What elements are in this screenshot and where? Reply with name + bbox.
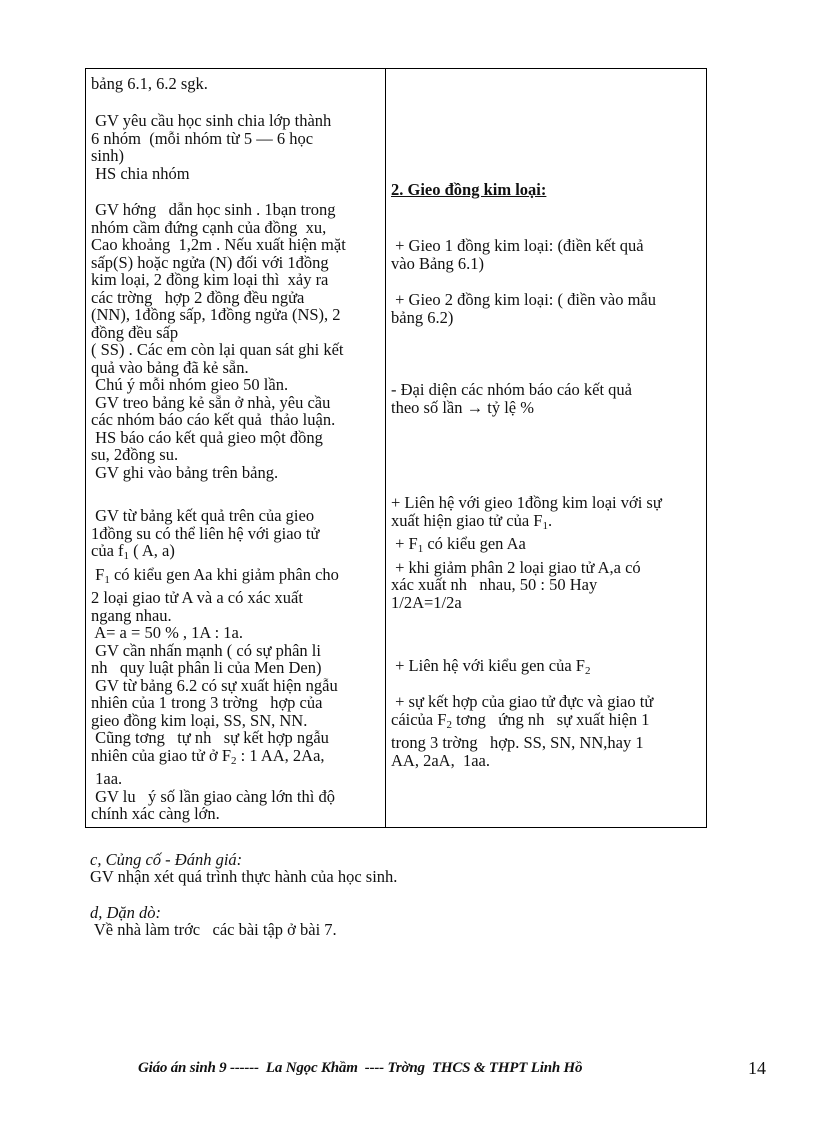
text-line: nhiên của 1 trong 3 trờng hợp của xyxy=(91,693,323,712)
text-line: các trờng hợp 2 đồng đều ngửa xyxy=(91,287,305,307)
text-line: trong 3 trờng hợp. SS, SN, NN,hay 1 xyxy=(391,733,644,752)
left-block-1 xyxy=(91,75,208,93)
left-block-3 xyxy=(91,201,346,481)
text-line: + Gieo 1 đồng kim loại: (điền kết quả xyxy=(391,236,644,255)
right-block-6 xyxy=(391,693,653,769)
page-footer: Giáo án sinh 9 ------ La Ngọc Khầm ---- Trờng THCS & THPT Linh Hồ xyxy=(138,1060,583,1076)
text-line: bảng 6.2) xyxy=(391,307,454,327)
text-line: (NN), 1đồng sấp, 1đồng ngửa (NS), 2 xyxy=(91,305,341,324)
text-line: đồng đều sấp xyxy=(91,322,179,342)
text-line: A= a = 50 % , 1A : 1a. xyxy=(91,623,243,642)
text-line: GV từ bảng kết quả trên của gieo xyxy=(91,506,315,525)
text-line: Chú ý mỗi nhóm gieo 50 lần. xyxy=(91,375,289,394)
right-block-3 xyxy=(391,381,632,416)
text-line: $F_1$ có kiểu gen Aa khi giảm phân cho xyxy=(91,564,339,586)
text-line: Cũng tơng tự nh sự kết hợp ngẫu xyxy=(91,728,329,747)
text-line: HS chia nhóm xyxy=(91,163,190,183)
text-line: - Đại diện các nhóm báo cáo kết quả xyxy=(391,380,632,399)
text-line: HS báo cáo kết quả gieo một đồng xyxy=(91,427,323,447)
right-block-1 xyxy=(391,237,644,272)
text-line: su, 2đồng su. xyxy=(91,445,179,464)
text-line: ngang nhau. xyxy=(91,605,172,625)
consolidation-text: GV nhận xét quá trình thực hành của học sinh. xyxy=(90,867,398,886)
text-line: GV lu ý số lần giao càng lớn thì độ xyxy=(91,786,335,806)
lesson-table xyxy=(85,68,707,828)
text-line: 6 nhóm (mỗi nhóm từ 5 — 6 học xyxy=(91,128,314,148)
text-line: AA, 2aA, 1aa. xyxy=(391,750,490,770)
text-line: xác xuất nh nhau, 50 : 50 Hay xyxy=(391,575,598,594)
text-line: 2. Gieo đồng kim loại: xyxy=(391,180,547,199)
right-block-4 xyxy=(391,494,662,611)
text-line: GV cần nhấn mạnh ( có sự phân li xyxy=(91,640,321,660)
text-line: 2 loại giao tử A và a có xác xuất xyxy=(91,588,303,607)
text-line: 1aa. xyxy=(91,769,123,788)
text-line: 1/2A=1/2a xyxy=(391,592,462,612)
text-line: bảng 6.1, 6.2 sgk. xyxy=(91,74,208,93)
right-block-5 xyxy=(391,657,590,681)
text-line: vào Bảng 6.1) xyxy=(391,253,485,273)
text-line: của $f_1$ ( A, a) xyxy=(91,541,175,562)
text-line: GV ghi vào bảng trên bảng. xyxy=(91,462,279,482)
consolidation-heading: c, Củng cố - Đánh giá: xyxy=(90,850,243,869)
text-line: GV từ bảng 6.2 có sự xuất hiện ngẫu xyxy=(91,675,338,695)
homework-text: Về nhà làm trớc các bài tập ở bài 7. xyxy=(90,920,337,939)
left-block-4 xyxy=(91,507,339,823)
text-line: sấp(S) hoặc ngửa (N) đối với 1đồng xyxy=(91,252,329,272)
left-block-2 xyxy=(91,112,331,182)
text-line: 1đồng su có thể liên hệ với giao tử xyxy=(91,523,320,543)
text-line: các nhóm báo cáo kết quả thảo luận. xyxy=(91,410,336,429)
text-line: nh quy luật phân li của Men Den) xyxy=(91,658,322,677)
text-line: nhiên của giao tử ở $F_2$ : 1 AA, 2Aa, xyxy=(91,745,325,767)
text-line: + Liên hệ với gieo 1đồng kim loại với sự xyxy=(391,493,662,512)
text-line: chính xác càng lớn. xyxy=(91,804,220,823)
text-line: GV yêu cầu học sinh chia lớp thành xyxy=(91,111,332,130)
text-line: + sự kết hợp của giao tử đực và giao tử xyxy=(391,692,654,711)
text-line: gieo đồng kim loại, SS, SN, NN. xyxy=(91,710,308,730)
text-line: sinh) xyxy=(91,146,124,165)
section-heading xyxy=(391,181,546,199)
text-line: + khi giảm phân 2 loại giao tử A,a có xyxy=(391,557,641,577)
text-line: xuất hiện giao tử của $F_1$. xyxy=(391,510,553,532)
text-line: GV hớng dẫn học sinh . 1bạn trong xyxy=(91,200,336,219)
text-line: + Liên hệ với kiểu gen của $F_2$ xyxy=(391,656,591,677)
text-line: ( SS) . Các em còn lại quan sát ghi kết xyxy=(91,340,344,359)
homework-heading: d, Dặn dò: xyxy=(90,903,162,922)
text-line: theo số lần → tỷ lệ % xyxy=(391,397,534,417)
text-line: nhóm cầm đứng cạnh của đồng xu, xyxy=(91,217,327,237)
text-line: GV treo bảng kẻ sẵn ở nhà, yêu cầu xyxy=(91,392,331,412)
text-line: + $F_1$ có kiểu gen Aa xyxy=(391,534,526,555)
text-line: + Gieo 2 đồng kim loại: ( điền vào mẫu xyxy=(391,290,657,309)
text-line: Cao khoảng 1,2m . Nếu xuất hiện mặt xyxy=(91,235,346,254)
right-block-2 xyxy=(391,291,656,326)
text-line: quả vào bảng đã kẻ sẵn. xyxy=(91,357,249,377)
text-line: cáicủa $F_2$ tơng ứng nh sự xuất hiện 1 xyxy=(391,709,650,731)
text-line: kim loại, 2 đồng kim loại thì xảy ra xyxy=(91,270,329,289)
column-divider xyxy=(385,69,386,827)
page-number: 14 xyxy=(748,1058,766,1078)
